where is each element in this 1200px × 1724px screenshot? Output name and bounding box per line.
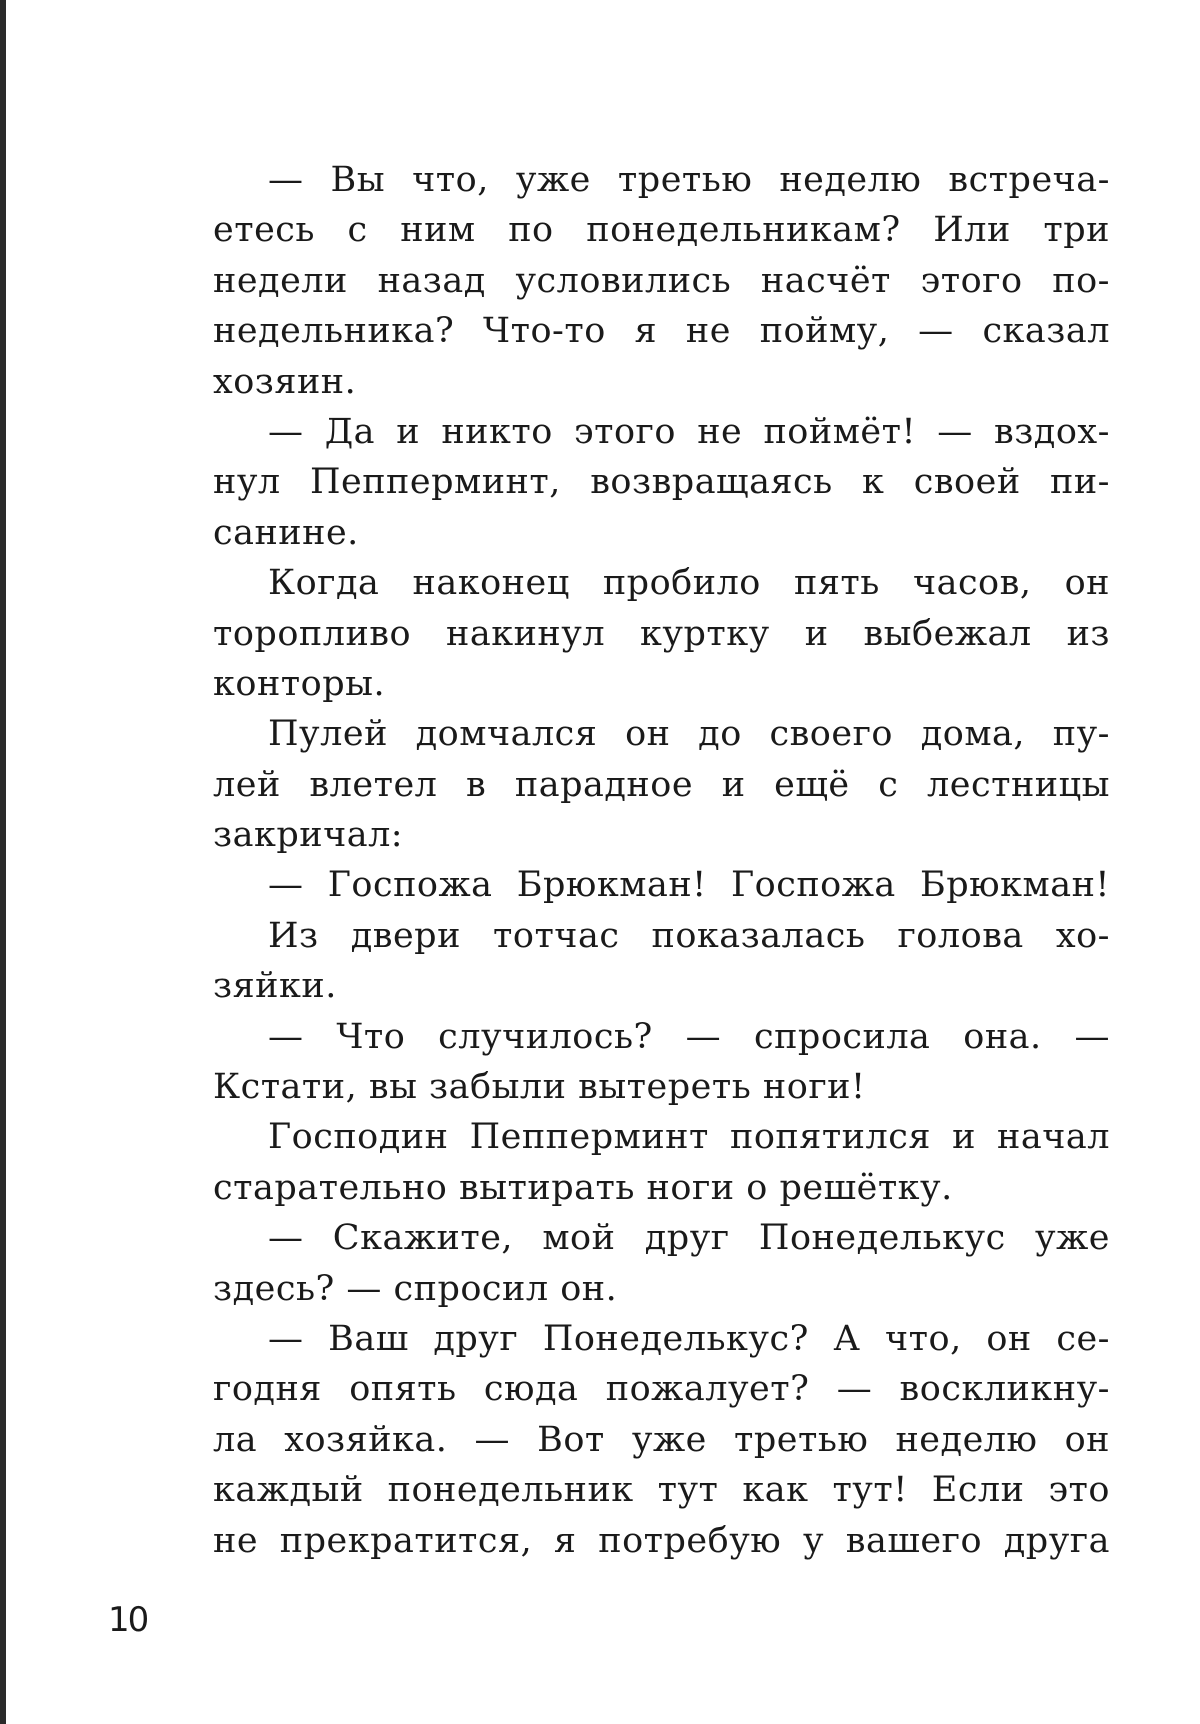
page-number: 10 [108,1600,148,1640]
text-line: конторы. [213,663,386,704]
text-line: санине. [213,512,359,553]
text-line: старательно вытирать ноги о решётку. [213,1167,953,1208]
text-line: — Вы что, уже третью неделю встреча- [268,160,1110,200]
text-line: лей влетел в парадное и ещё с лестницы [213,764,1110,805]
text-line: закричал: [213,815,404,856]
text-line: зяйки. [213,966,337,1007]
text-line: нул Пепперминт, возвращаясь к своей пи- [213,462,1110,503]
text-line: етесь с ним по понедельникам? Или три [213,210,1110,251]
text-line: каждый понедельник тут как тут! Если это [213,1470,1110,1511]
text-line: — Да и никто этого не поймёт! — вздох- [268,411,1110,452]
text-line: не прекратится, я потребую у вашего друга [213,1520,1110,1561]
text-line: — Госпожа Брюкман! Госпожа Брюкман! [268,865,1110,906]
text-line: годня опять сюда пожалует? — воскликну- [213,1369,1110,1410]
text-line: недельника? Что-то я не пойму, — сказал [213,311,1110,352]
text-line: Господин Пепперминт попятился и начал [268,1117,1110,1158]
text-line: Кстати, вы забыли вытереть ноги! [213,1067,866,1108]
text-line: торопливо накинул куртку и выбежал из [213,613,1110,654]
text-line: — Что случилось? — спросила она. — [268,1016,1110,1057]
text-line: Из двери тотчас показалась голова хо- [268,915,1110,956]
page-body-text [213,155,1110,1566]
text-line: — Ваш друг Понеделькус? А что, он се- [268,1318,1110,1359]
text-line: хозяин. [213,361,357,402]
text-line: недели назад условились насчёт этого по- [213,260,1110,301]
text-line: Пулей домчался он до своего дома, пу- [268,714,1110,755]
page-edge [0,0,6,1724]
text-line: здесь? — спросил он. [213,1268,618,1309]
text-line: ла хозяйка. — Вот уже третью неделю он [213,1419,1110,1460]
text-line: — Скажите, мой друг Понеделькус уже [268,1218,1110,1259]
text-line: Когда наконец пробило пять часов, он [268,563,1110,604]
